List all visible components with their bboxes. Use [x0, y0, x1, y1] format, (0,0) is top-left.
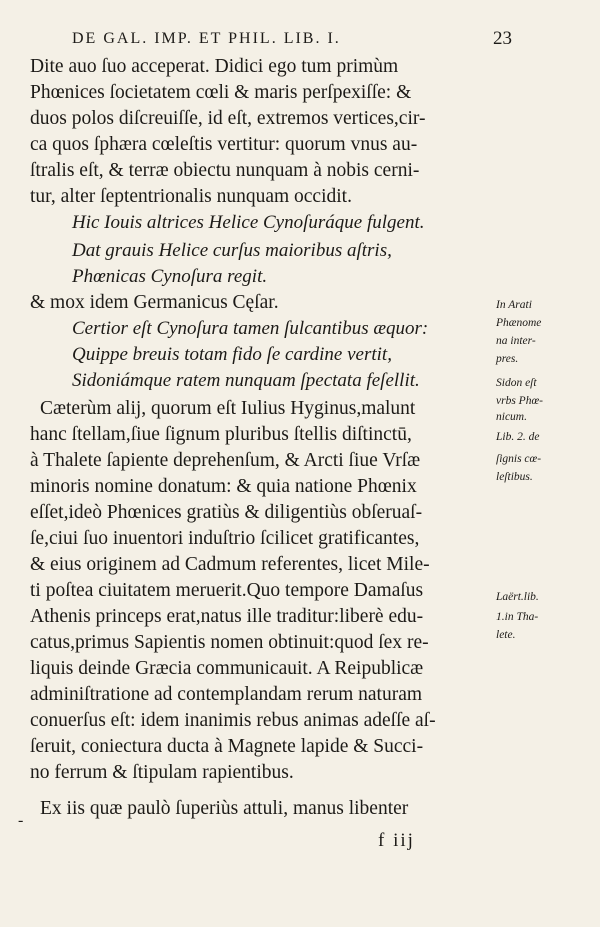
signature-mark: f iij [378, 830, 415, 851]
page-number: 23 [493, 28, 512, 49]
margin-dash: - [18, 812, 24, 829]
margin-note: na inter- [496, 335, 536, 347]
text-line: tur, alter ſeptentrionalis nunquam occidit. [30, 186, 352, 207]
margin-note: Phænome [496, 317, 542, 329]
running-title: DE GAL. IMP. ET PHIL. LIB. I. [72, 30, 341, 47]
text-line: duos polos diſcreuiſſe, id eſt, extremos vertices,cir- [30, 108, 426, 129]
verse-line: Quippe breuis totam fido ſe cardine vertit, [72, 344, 392, 365]
text-line: minoris nomine donatum: & quia natione Phœnix [30, 476, 417, 497]
text-line: & eius originem ad Cadmum referentes, licet Mile- [30, 554, 430, 575]
margin-note: Sidon eſt [496, 377, 537, 389]
text-line: no ferrum & ſtipulam rapientibus. [30, 762, 294, 783]
text-line: Phœnices ſocietatem cœli & maris perſpexiſſe: & [30, 82, 412, 103]
text-line: ſe,ciui ſuo inuentori induſtrio ſcilicet gratificantes, [30, 528, 420, 549]
text-line: ſtralis eſt, & terræ obiectu nunquam à nobis cerni- [30, 160, 420, 181]
margin-note: vrbs Phœ- [496, 395, 543, 407]
margin-note: In Arati [496, 299, 532, 311]
text-line: ca quos ſphæra cœleſtis vertitur: quorum vnus au- [30, 134, 418, 155]
margin-note: 1.in Tha- [496, 611, 539, 623]
margin-note: ſignis cœ- [496, 453, 542, 465]
margin-note: leſtibus. [496, 471, 533, 483]
text-line: catus,primus Sapientis nomen obtinuit:quod ſex re- [30, 632, 429, 653]
text-line: à Thalete ſapiente deprehenſum, & Arcti ſiue Vrſæ [30, 450, 421, 471]
text-line: Athenis princeps erat,natus ille traditur:liberè edu- [30, 606, 424, 627]
text-line: eſſet,ideò Phœnices gratiùs & diligentiùs obſeruaſ- [30, 502, 423, 523]
verse-line: Hic Iouis altrices Helice Cynoſuráque fulgent. [72, 212, 425, 233]
text-line: Dite auo ſuo acceperat. Didici ego tum primùm [30, 56, 399, 77]
margin-note: pres. [496, 353, 519, 365]
verse-line: Dat grauis Helice curſus maioribus aſtris, [72, 240, 392, 261]
text-line: ti poſtea ciuitatem meruerit.Quo tempore Damaſus [30, 580, 424, 601]
text-line: Ex iis quæ paulò ſuperiùs attuli, manus libenter [40, 798, 409, 819]
running-header [72, 30, 512, 52]
text-line: hanc ſtellam,ſiue ſignum pluribus ſtellis diſtinctū, [30, 424, 412, 445]
text-line: & mox idem Germanicus Cęſar. [30, 292, 279, 313]
margin-note: nicum. [496, 411, 527, 423]
margin-note: Laërt.lib. [496, 591, 539, 603]
text-line: adminiſtratione ad contemplandam rerum naturam [30, 684, 423, 705]
text-line: ſeruit, coniectura ducta à Magnete lapide & Succi- [30, 736, 424, 757]
margin-note: Lib. 2. de [496, 431, 540, 443]
text-line: liquis deinde Græcia communicauit. A Reipublicæ [30, 658, 424, 679]
verse-line: Certior eſt Cynoſura tamen ſulcantibus æquor: [72, 318, 429, 339]
margin-note: lete. [496, 629, 516, 641]
text-line: Cæterùm alij, quorum eſt Iulius Hyginus,malunt [40, 398, 416, 419]
verse-line: Sidoniámque ratem nunquam ſpectata feſellit. [72, 370, 420, 391]
verse-line: Phœnicas Cynoſura regit. [72, 266, 268, 287]
text-line: conuerſus eſt: idem inanimis rebus animas adeſſe aſ- [30, 710, 436, 731]
